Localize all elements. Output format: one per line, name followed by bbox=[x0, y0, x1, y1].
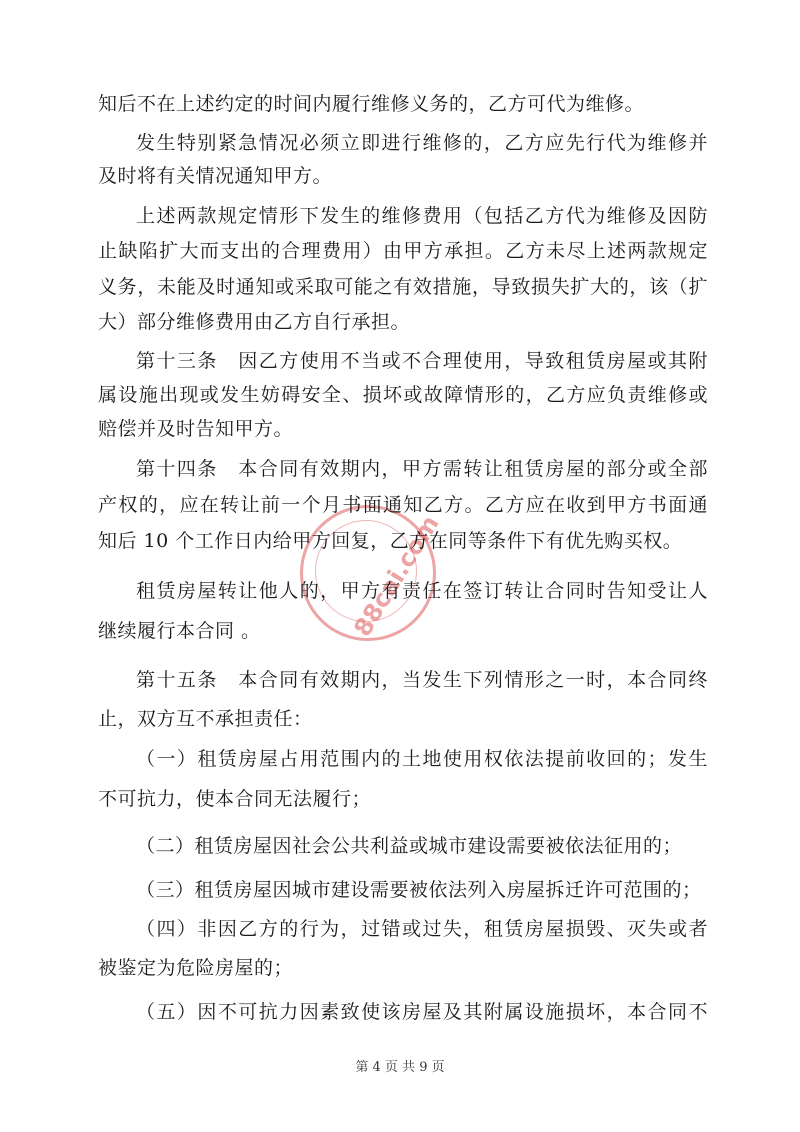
text-line: 第十四条 本合同有效期内，甲方需转让租赁房屋的部分或全部 bbox=[136, 458, 708, 480]
text-line: 义务，未能及时通知或采取可能之有效措施，导致损失扩大的，该（扩 bbox=[98, 276, 708, 298]
text-line: 及时将有关情况通知甲方。 bbox=[98, 165, 333, 187]
text-line: 大）部分维修费用由乙方自行承担。 bbox=[98, 311, 411, 333]
text-line: 第十三条 因乙方使用不当或不合理使用，导致租赁房屋或其附 bbox=[136, 350, 708, 372]
text-line: 租赁房屋转让他人的，甲方有责任在签订转让合同时告知受让人 bbox=[136, 580, 708, 602]
text-line: 赔偿并及时告知甲方。 bbox=[98, 418, 294, 440]
text-line: 知后不在上述约定的时间内履行维修义务的，乙方可代为维修。 bbox=[98, 93, 645, 115]
text-line: 产权的，应在转让前一个月书面通知乙方。乙方应在收到甲方书面通 bbox=[98, 494, 708, 516]
text-line: 发生特别紧急情况必须立即进行维修的，乙方应先行代为维修并 bbox=[136, 132, 708, 154]
text-line: 第十五条 本合同有效期内，当发生下列情形之一时，本合同终 bbox=[136, 669, 708, 691]
watermark-stamp-text: 88cai.com bbox=[348, 510, 445, 642]
text-line: 止缺陷扩大而支出的合理费用）由甲方承担。乙方未尽上述两款规定 bbox=[98, 240, 708, 262]
text-line: 属设施出现或发生妨碍安全、损坏或故障情形的，乙方应负责维修或 bbox=[98, 384, 708, 406]
page-footer: 第 4 页 共 9 页 bbox=[355, 1060, 445, 1075]
text-line: 上述两款规定情形下发生的维修费用（包括乙方代为维修及因防 bbox=[136, 205, 708, 227]
text-line: （四）非因乙方的行为，过错或过失，租赁房屋损毁、灭失或者 bbox=[136, 918, 708, 940]
text-line: 继续履行本合同 。 bbox=[98, 620, 261, 642]
text-line: （五）因不可抗力因素致使该房屋及其附属设施损坏，本合同不 bbox=[136, 1001, 708, 1023]
text-line: （三）租赁房屋因城市建设需要被依法列入房屋拆迁许可范围的； bbox=[136, 879, 702, 901]
text-line: 被鉴定为危险房屋的； bbox=[98, 957, 294, 979]
text-line: （一）租赁房屋占用范围内的土地使用权依法提前收回的；发生 bbox=[136, 748, 708, 770]
text-line: 不可抗力，使本合同无法履行； bbox=[98, 788, 372, 810]
text-line: 知后 10 个工作日内给甲方回复，乙方在同等条件下有优先购买权。 bbox=[98, 530, 683, 552]
text-line: 止，双方互不承担责任： bbox=[98, 708, 313, 730]
text-line: （二）租赁房屋因社会公共利益或城市建设需要被依法征用的； bbox=[136, 835, 683, 857]
